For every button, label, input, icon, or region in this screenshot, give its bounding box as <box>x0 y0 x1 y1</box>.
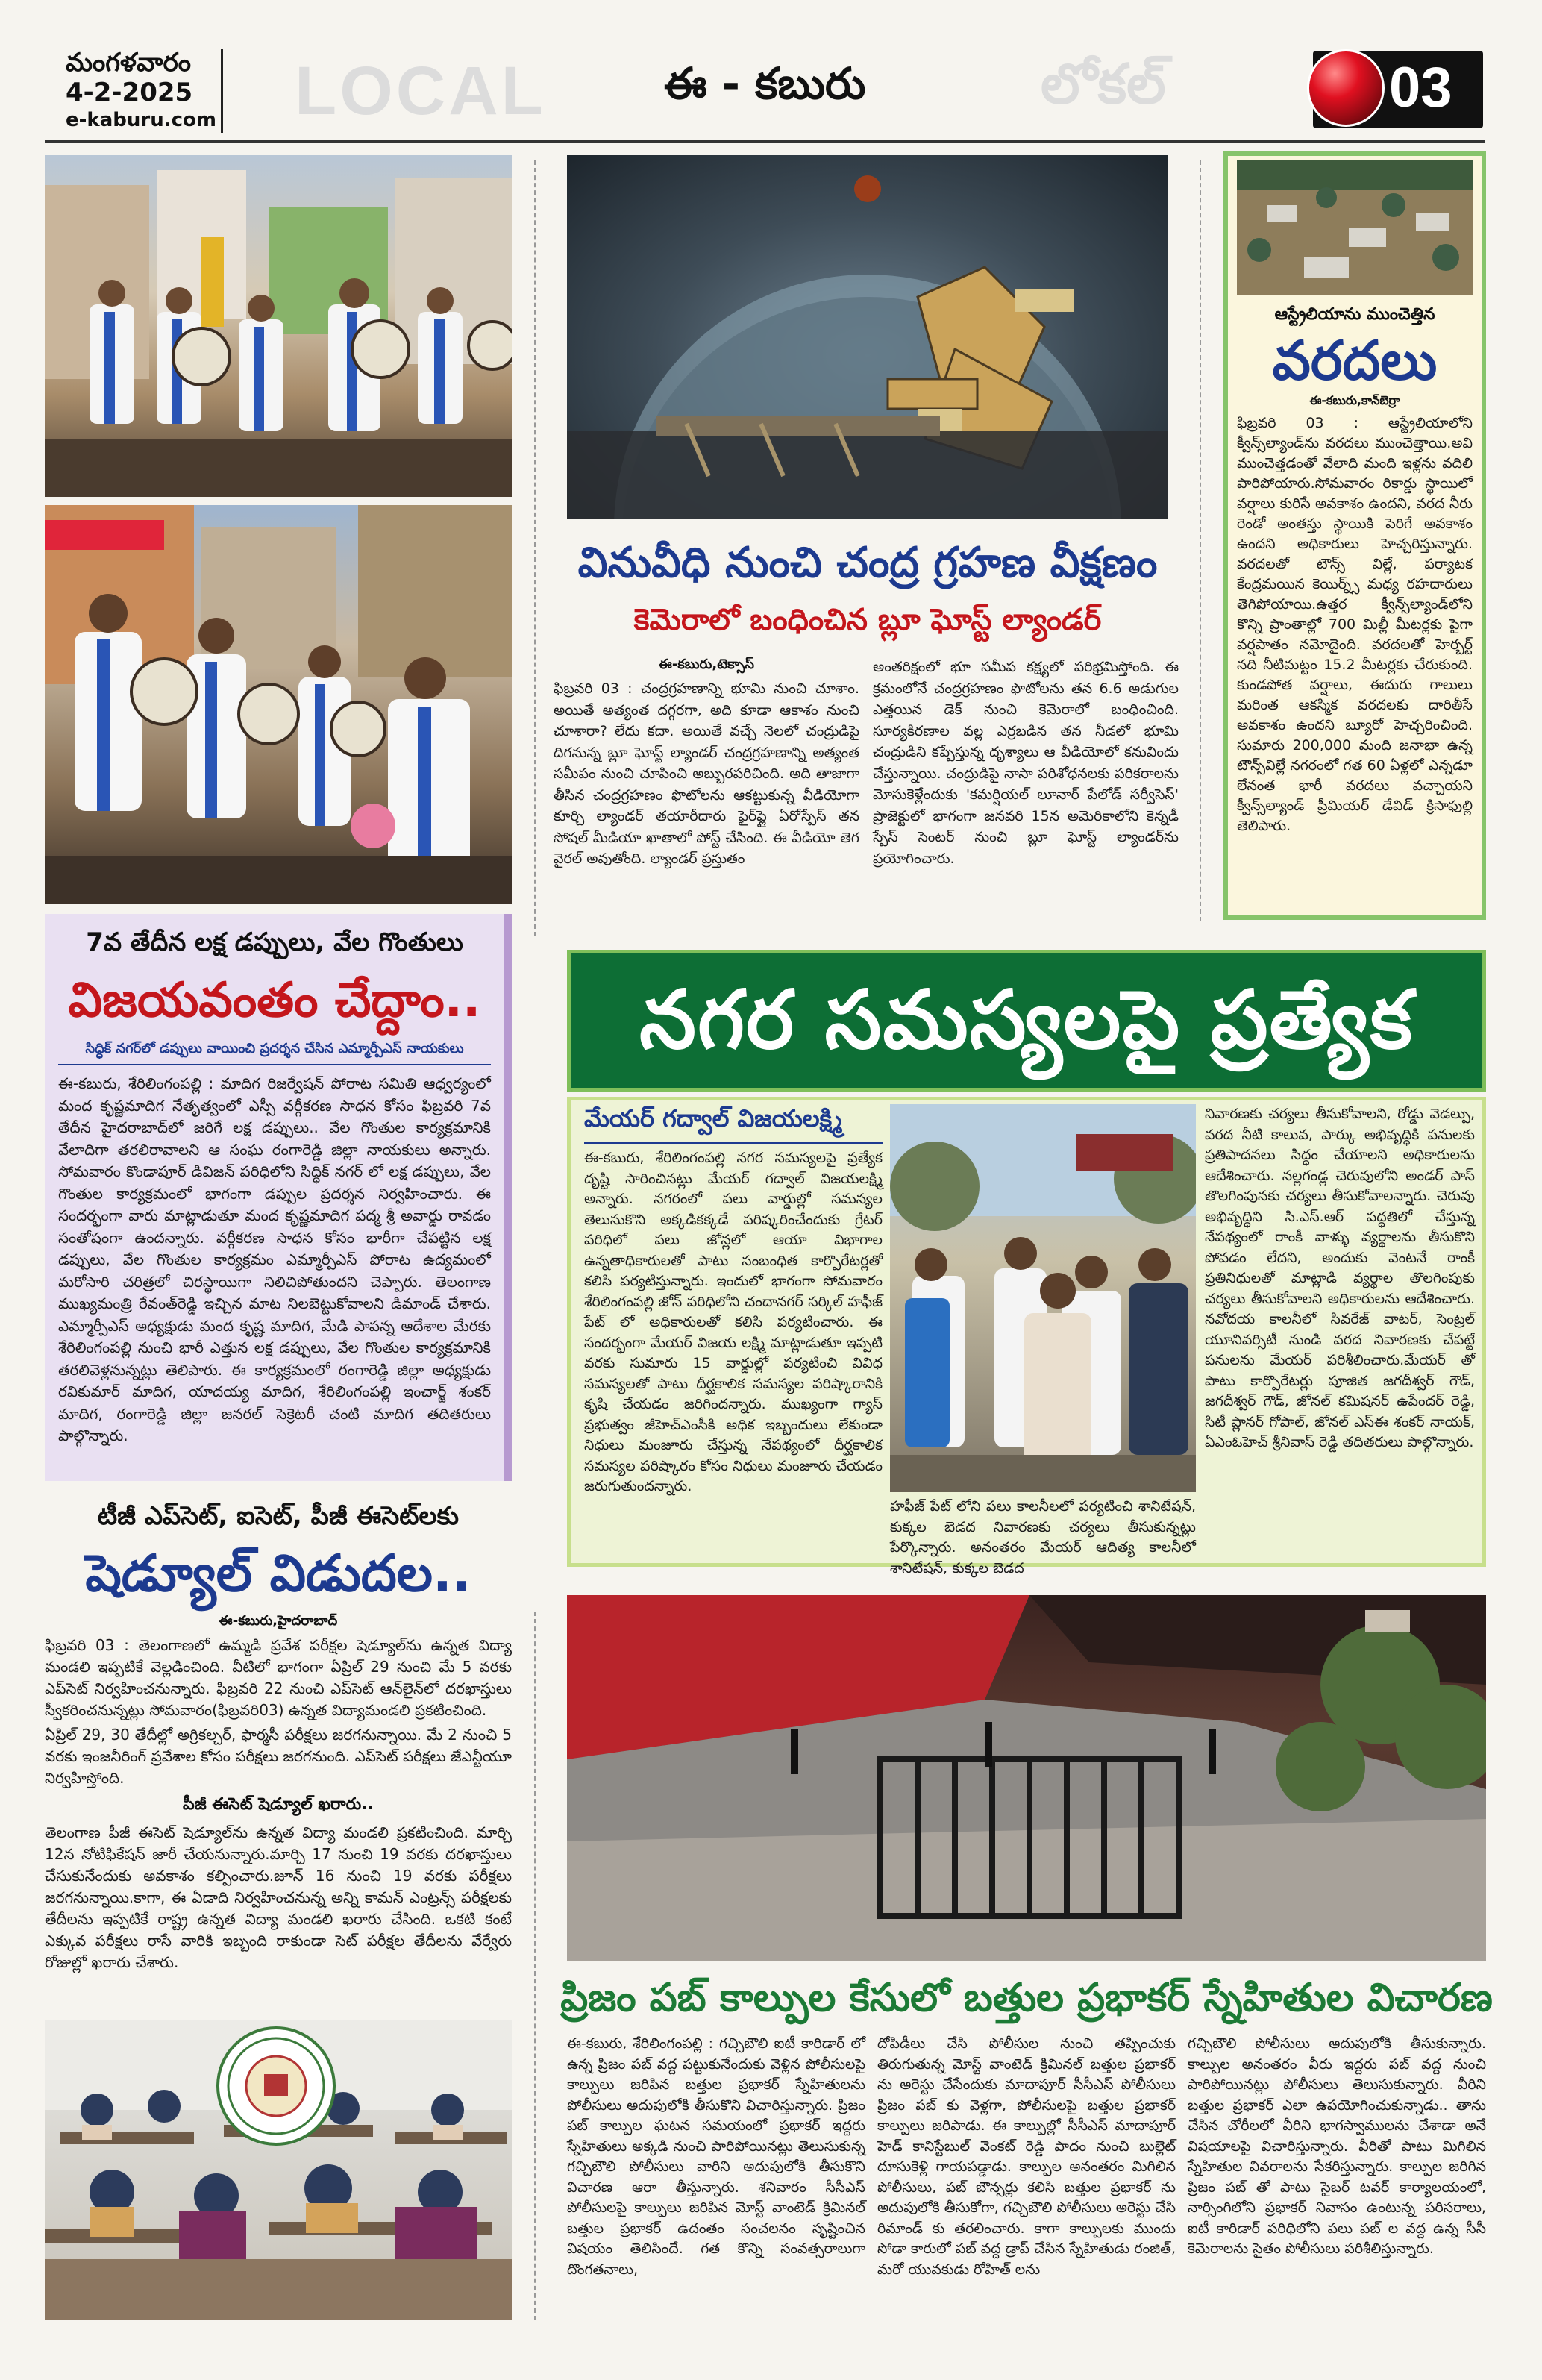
mayor-body-1: ఈ-కబురు, శేరిలింగంపల్లి నగర సమస్యలపై ప్రత్యేక దృష్టి సారించినట్లు మేయర్ గద్వాల్ విజయలక్ష్మి అన్నారు. నగరంలో పలు వార్డుల్లో సమస్యల తెలుసుకొని అక్కడికక్కడే పరిష్కరించేందుకు గ్రేటర్ పరిధిలో పలు జోన్లలో ఆయా విభాగాల ఉన్నతాధికారులతో పాటు సంబంధిత కార్పొరేటర్లతో కలిసి పర్యటిస్తున్నారు. ఇందులో భాగంగా సోమవారం శేరిలింగంపల్లి జోన్ పరిధిలోని చందానగర్ సర్కిల్ హఫీజ్ పేట్ లో అధికారులతో కలిసి పర్యటించారు. ఈ సందర్భంగా మేయర్ విజయ లక్ష్మి మాట్లాడుతూ ఇప్పటి వరకు సుమారు 15 వార్డుల్లో పర్యటించి వివిధ సమస్యలతో పాటు దీర్ఘకాలిక సమస్యల పరిష్కారానికి కృషి చేయడం జరిగిందన్నారు. ముఖ్యంగా గ్యాస్ ప్రభుత్వం జీహెచ్ఎంసీకి అధిక ఇబ్బందులు లేకుండా నిధులు మంజూరు చేస్తున్న నేపథ్యంలో దీర్ఘకాలిక సమస్యల పరిష్కారం కోసం నిధులు మంజూరు చేయడం జరుగుతుందన్నారు. <box>584 1150 883 1494</box>
chandrayaan-headline: వినువీధి నుంచి చంద్ర గ్రహణ వీక్షణం <box>577 539 1158 587</box>
queensland-flood-photo <box>1237 160 1473 295</box>
tschedu-seal <box>216 2026 336 2146</box>
dappulu-body: ఈ-కబురు, శేరిలింగంపల్లి : మాదిగ రిజర్వేషన్ పోరాట సమితి ఆధ్వర్యంలో మంద కృష్ణమాదిగ నేతృత్వంలో ఎస్సీ వర్గీకరణ సాధన కోసం ఫిబ్రవరి 7వ తేదీన హైదరాబాద్‌లో జరిగే లక్ష డప్పులు.. వేల గొంతుల కార్యక్రమానికి వేలాదిగా తరలిరావాలని ఆ సంఘ రంగారెడ్డి జిల్లా నాయకులు అన్నారు. సోమవారం కొండాపూర్ డివిజన్ పరిధిలోని సిద్ధిక్ నగర్ లో లక్ష డప్పులు, వేల గొంతుల కార్యక్రమంలో భాగంగా డప్పుల ప్రదర్శన నిర్వహించారు. ఈ సందర్భంగా వారు మాట్లాడుతూ మంద కృష్ణమాదిగ పద్మ శ్రీ అవార్డు రావడం సంతోషంగా ఉందన్నారు. వర్గీకరణ సాధన కోసం భారీగా చేపట్టిన లక్ష డప్పులు, వేల గొంతుల కార్యక్రమం ఎమ్మార్పీఎస్ పోరాట ఉద్యమంలో మరోసారి చరిత్రలో చిరస్థాయిగా నిలిచిపోతుందని చెప్పారు. తెలంగాణ ముఖ్యమంత్రి రేవంత్‌రెడ్డి ఇచ్చిన మాట నిలబెట్టుకోవాలని డిమాండ్ చేశారు. ఎమ్మార్పీఎస్ అధ్యక్షుడు మంద కృష్ణ మాదిగ, మేడి పాపన్న ఆదేశాల మేరకు శేరిలింగంపల్లి నుంచి భారీ ఎత్తున లక్ష డప్పులు, వేల గొంతుల కార్యక్రమానికి తరలివెళ్లనున్నట్లు తెలిపారు. ఈ కార్యక్రమంలో రంగారెడ్డి జిల్లా అధ్యక్షుడు రవికుమార్ మాదిగ, యాదయ్య మాదిగ, శేరిలింగంపల్లి ఇంచార్జ్ శంకర్ మాదిగ, రంగారెడ్డి జిల్లా జనరల్ సెక్రెటరీ చంటి మాదిగ తదితరులు పాల్గొన్నారు. <box>58 1074 491 1444</box>
page-number: 03 <box>1389 56 1452 119</box>
mayor-visit-photo <box>890 1104 1196 1492</box>
exam-hall-photo <box>45 2020 512 2320</box>
rally-photo-top <box>45 155 512 497</box>
eapcet-byline: ఈ-కబురు,హైదరాబాద్ <box>219 1613 338 1629</box>
floods-body: ఫిబ్రవరి 03 : ఆస్ట్రేలియాలోని క్వీన్స్‌ల్యాండ్‌ను వరదలు ముంచెత్తాయి.అవి ముంచెత్తడంతో వేలాది మంది ఇళ్లను వదిలి పారిపోయారు.సోమవారం రికార్డు స్థాయిలో వర్షాలు కురిసే అవకాశం ఉందని, వరద నీరు రెండో అంతస్తు స్థాయికి పెరిగే అవకాశం ఉందని అధికారులు హెచ్చరిస్తున్నారు. వరదలతో టౌన్స్ విల్లే, పర్యాటక కేంద్రమయిన కెయిర్న్స్ మధ్య రహదారులు తెగిపోయాయి.ఉత్తర క్వీన్స్‌ల్యాండ్‌లోని కొన్ని ప్రాంతాల్లో 700 మిల్లీ మీటర్లకు పైగా వర్షపాతం నమోదైంది. వరదలతో హెర్బర్ట్ నది నీటిమట్టం 15.2 మీటర్లకు చేరుకుంది. కుండపోత వర్షాలు, ఈదురు గాలులు మరింత ఆకస్మిక వరదలకు దారితీసే అవకాశం ఉందని బ్యూరో హెచ్చరించింది. సుమారు 200,000 మంది జనాభా ఉన్న టౌన్స్‌విల్లే నగరంలో గత 60 ఏళ్లలో ఎన్నడూ లేనంత భారీ వరదలు వచ్చాయని క్వీన్స్‌ల్యాండ్ ప్రీమియర్ డేవిడ్ క్రిసాఫుల్లి తెలిపారు. <box>1237 415 1473 834</box>
eapcet-body-3: తెలంగాణ పీజీ ఈసెట్ షెడ్యూల్‌ను ఉన్నత విద్యా మండలి ప్రకటించింది. మార్చి 12న నోటిఫికేషన్ జారీ చేయనున్నారు.మార్చి 17 నుంచి 19 వరకు దరఖాస్తులు చేసుకునేందుకు అవకాశం కల్పించారు.జూన్ 16 నుంచి 19 వరకు పరీక్షలు జరగనున్నాయి.కాగా, ఈ ఏడాది నిర్వహించనున్న అన్ని కామన్ ఎంట్రన్స్ పరీక్షలకు తేదీలను ఇప్పటికే రాష్ట్ర ఉన్నత విద్యా మండలి ఖరారు చేసింది. ఒకటి కంటే ఎక్కువ పరీక్షలు రాసే వారికి ఇబ్బంది రాకుండా సెట్ పరీక్షల తేదీలను వేర్వేరు రోజుల్లో ఖరారు చేశారు. <box>45 1823 512 1971</box>
dappulu-subhead: సిద్ధిక్ నగర్‌లో డప్పులు వాయించి ప్రదర్శన చేసిన ఎమ్మార్పీఎస్ నాయకులు <box>58 1041 491 1065</box>
pub-body-2: దోపిడీలు చేసి పోలీసుల నుంచి తప్పించుకు తిరుగుతున్న మోస్ట్ వాంటెడ్ క్రిమినల్ బత్తుల ప్రభాకర్ ను అరెస్టు చేసేందుకు మాదాపూర్ సీసీఎస్ పోలీసులు ప్రిజం పబ్ కు వెళ్లగా, పోలీసులపై బత్తుల ప్రభాకర్ కాల్పులు జరిపాడు. ఈ కాల్పుల్లో సీసీఎస్ మాదాపూర్ హెడ్ కానిస్టేబుల్ వెంకట్ రెడ్డి పాదం నుంచి బుల్లెట్ దూసుకెళ్లి గాయపడ్డాడు. కాల్పుల అనంతరం మిగిలిన పోలీసులు, పబ్ బౌన్సర్లు కలిసి బత్తుల ప్రభాకర్ ను అదుపులోకి తీసుకోగా, గచ్చిబౌలి పోలీసులు అరెస్టు చేసి రిమాండ్ కు తరలించారు. కాగా కాల్పులకు ముందు సోడా కారులో పబ్ వద్ద డ్రాప్ చేసిన స్నేహితుడు రంజిత్, మరో యువకుడు రోహిత్ లను <box>877 2035 1176 2278</box>
masthead-local-te: లోకల్ <box>1041 52 1166 116</box>
mayor-body-3: నివారణకు చర్యలు తీసుకోవాలని, రోడ్డు వెడల్పు, వరద నీటి కాలువ, పార్కు అభివృద్ధికి పనులకు ప్రతిపాదనలు సిద్ధం చేయాలని అధికారులను ఆదేశించారు. నల్లగండ్ల చెరువులోని అండర్ పాస్ తొలగింపునకు చర్యలు తీసుకోవాలన్నారు. చెరువు అభివృద్ధిని సి.ఎస్.ఆర్ పద్ధతిలో చేస్తున్న నేపథ్యంలో రాంకీ వాళ్ళు వ్యర్థాలను తీసుకొని పోవడం లేదని, అందుకు వెంటనే రాంకీ ప్రతినిధులతో మాట్లాడి వ్యర్థాల తొలగింపుకు చర్యలు తీసుకోవాలని అధికారులను ఆదేశించారు. నవోదయ కాలనీలో సివరేజ్ వాటర్, సెంట్రల్ యూనివర్సిటీ నుండి వరద నివారణకు చేపట్టే పనులను మేయర్ పరిశీలించారు.మేయర్ తో పాటు కార్పొరేటర్లు పూజిత జగదీశ్వర్ గౌడ్, జగదీశ్వర్ గౌడ్, జోనల్ కమిషనర్ ఉపేందర్ రెడ్డి, సిటీ ప్లానర్ గోపాల్, జోనల్ ఎస్ఈ శంకర్ నాయక్, ఏఎంఓహెచ్ శ్రీనివాస్ రెడ్డి తదితరులు పాల్గొన్నారు. <box>1205 1106 1475 1450</box>
column-divider <box>534 1612 536 2320</box>
column-divider <box>534 160 536 936</box>
chandrayaan-body-1: ఫిబ్రవరి 03 : చంద్రగ్రహణాన్ని భూమి నుంచి చూశాం. అయితే అత్యంత దగ్గరగా, అది కూడా ఆకాశం నుంచి చూశారా? లేదు కదా. అయితే వచ్చే నెలలో చంద్రుడిపై దిగనున్న బ్లూ ఘోస్ట్ ల్యాండర్ చంద్రగ్రహణాన్ని అత్యంత సమీపం నుంచి చూపించి అబ్బురపరిచింది. అది తాజాగా తీసిన చంద్రగ్రహణం ఫొటోలను ఆకట్టుకున్న వీడియోగా కూర్చి ల్యాండర్ తయారీదారు ఫైర్‌ఫ్లై ఏరోస్పేస్ తన సోషల్ మీడియా ఖాతాలో పోస్ట్ చేసింది. ఈ వీడియో తెగ వైరల్‌ అవుతోంది. ల్యాండర్ ప్రస్తుతం <box>554 680 859 867</box>
pub-body-3: గచ్చిబౌలి పోలీసులు అదుపులోకి తీసుకున్నారు. కాల్పుల అనంతరం వీరు ఇద్దరు పబ్ వద్ద నుంచి పారిపోయినట్లు పోలీసులు తెలుసుకున్నారు. వీరిని బత్తుల ప్రభాకర్ ఎలా ఉపయోగించుకున్నాడు.. తాను చేసిన చోరీలలో వీరిని భాగస్వాములను చేశాడా అనే విషయాలపై విచారిస్తున్నారు. వీరితో పాటు మిగిలిన స్నేహితుల వివరాలను సేకరిస్తున్నారు. కాల్పుల జరిగిన ప్రిజం పబ్ తో పాటు సైబర్ టవర్ కార్యాలయంలో, నార్సింగిలోని ప్రభాకర్ నివాసం ఉంటున్న పరిసరాలు, ఐటీ కారిడార్ పరిధిలోని పలు పబ్ ల వద్ద ఉన్న సీసీ కెమెరాలను సైతం పోలీసులు పరిశీలిస్తున్నారు. <box>1188 2035 1486 2257</box>
mayor-subhead: మేయర్ గద్వాల్ విజయలక్ష్మి <box>584 1104 883 1144</box>
eapcet-kicker: టీజీ ఎప్‌సెట్, ఐసెట్, పీజీ ఈసెట్‌లకు <box>97 1501 460 1531</box>
floods-byline: ఈ-కబురు,కాన్‌బెర్రా <box>1309 393 1400 407</box>
masthead-paper-name: ఈ - కబురు <box>664 58 866 109</box>
eapcet-headline: షెడ్యూల్ విడుదల.. <box>85 1544 471 1603</box>
rally-photo-bottom <box>45 505 512 904</box>
dappulu-headline: విజయవంతం చేద్దాం.. <box>68 973 481 1028</box>
mayor-col-3 <box>1205 1104 1475 1453</box>
eapcet-body-2: ఏప్రిల్ 29, 30 తేదీల్లో అగ్రికల్చర్, ఫార్మసీ పరీక్షలు జరగనున్నాయి. మే 2 నుంచి 5 వరకు ఇంజనీరింగ్ ప్రవేశాల కోసం పరీక్షలు జరగనుంది. ఎప్‌సెట్ పరీక్షలు జేఎన్టీయూ నిర్వహిస్తోంది. <box>45 1726 512 1787</box>
mayor-col-1 <box>584 1104 883 1497</box>
prism-pub-photo <box>567 1595 1486 1961</box>
globe-icon <box>1307 49 1385 127</box>
floods-story <box>1223 151 1486 920</box>
eapcet-body-1: ఫిబ్రవరి 03 : తెలంగాణలో ఉమ్మడి ప్రవేశ పరీక్షల షెడ్యూల్‌ను ఉన్నత విద్యా మండలి ఇప్పటికే వెల్లడించింది. వీటిలో భాగంగా ఏప్రిల్ 29 నుంచి మే 5 వరకు ఎప్‌సెట్ నిర్వహించనున్నారు. ఫిబ్రవరి 22 నుంచి ఎప్‌సెట్ ఆన్‌లైన్‌లో దరఖాస్తులు స్వీకరించనున్నట్లు సోమవారం(ఫిబ్రవరి03) ఉన్నత విద్యామండలి ప్రకటించింది. <box>45 1636 512 1719</box>
chandrayaan-col-1 <box>554 657 859 870</box>
mayor-caption: హఫీజ్ పేట్ లోని పలు కాలనీలలో పర్యటించి శానిటేషన్, కుక్కల బెడద నివారణకు చర్యలు తీసుకున్నట్లు పేర్కొన్నారు. అనంతరం మేయర్ ఆదిత్య కాలనీలో శానిటేషన్, కుక్కల బెడద <box>890 1498 1196 1576</box>
masthead-site: e-kaburu.com <box>66 109 216 131</box>
chandrayaan-body-2: అంతరిక్షంలో భూ సమీప కక్ష్యలో పరిభ్రమిస్తోంది. ఈ క్రమంలోనే చంద్రగ్రహణం ఫొటోలను తన 6.6 అడుగుల ఎత్తయిన డెక్ నుంచి కెమెరాలో బంధించింది. సూర్యకిరణాల వల్ల ఎర్రబడిన తన నీడలో భూమి చంద్రుడిని కప్పేస్తున్న దృశ్యాలు ఆ వీడియోలో కనువిందు చేస్తున్నాయి. చంద్రుడిపై నాసా పరిశోధనలకు పరికరాలను మోసుకెళ్లేందుకు 'కమర్షియల్ లూనార్ పేలోడ్ సర్వీసెస్' ప్రాజెక్టులో భాగంగా జనవరి 15న అమెరికాలోని కెన్నడీ స్పేస్ సెంటర్ నుంచి బ్లూ ఘోస్ట్ ల్యాండర్‌ను ప్రయోగించారు. <box>873 659 1179 867</box>
chandrayaan-col-2 <box>873 657 1179 869</box>
blue-ghost-lander-photo <box>567 155 1168 519</box>
pub-body-1: ఈ-కబురు, శేరిలింగంపల్లి : గచ్చిబౌలి ఐటీ కారిడార్ లో ఉన్న ప్రిజం పబ్ వద్ద పట్టుకునేందుకు వెళ్లిన పోలీసులపై కాల్పులు జరిపిన బత్తుల ప్రభాకర్ స్నేహితులను పోలీసులు అదుపులోకి తీసుకొని విచారిస్తున్నారు. ప్రిజం పబ్ కాల్పుల ఘటన సమయంలో ప్రభాకర్ ఇద్దరు స్నేహితులు అక్కడి నుంచి పారిపోయినట్లు తెలుసుకున్న గచ్చిబౌలి పోలీసులు వారిని అదుపులోకి తీసుకొని విచారణ ఆరా తీస్తున్నారు. శనివారం సీసీఎస్ పోలీసులపై కాల్పులు జరిపిన మోస్ట్ వాంటెడ్ క్రిమినల్ బత్తుల ప్రభాకర్ ఉదంతం సంచలనం సృష్టించిన విషయం తెలిసిందే. గత కొన్ని సంవత్సరాలుగా దొంగతనాలు, <box>567 2035 865 2278</box>
mayor-banner-text: నగర సమస్యలపై ప్రత్యేక <box>639 974 1414 1067</box>
dappulu-story <box>45 914 512 1481</box>
pub-headline: ప్రిజం పబ్ కాల్పుల కేసులో బత్తుల ప్రభాకర్ స్నేహితుల విచారణ <box>560 1976 1493 2020</box>
masthead <box>0 0 1542 149</box>
chandrayaan-byline: ఈ-కబురు,టెక్సాస్ <box>658 657 755 672</box>
masthead-day: మంగళవారం <box>66 48 191 78</box>
masthead-local-en: LOCAL <box>295 53 546 129</box>
eapcet-story <box>45 1492 512 2014</box>
masthead-divider <box>221 49 223 133</box>
dappulu-kicker: 7వ తేదీన లక్ష డప్పులు, వేల గొంతులు <box>86 927 463 957</box>
masthead-date: 4-2-2025 <box>66 78 193 107</box>
mayor-banner <box>567 950 1486 1092</box>
eapcet-subhead: పీజీ ఈసెట్ షెడ్యూల్ ఖరారు.. <box>183 1795 374 1814</box>
floods-kicker: ఆస్ట్రేలియాను ముంచెత్తిన <box>1274 305 1435 324</box>
floods-headline: వరదలు <box>1272 329 1438 392</box>
chandrayaan-subhead: కెమెరాలో బంధించిన బ్లూ ఘోస్ట్ ల్యాండర్ <box>633 603 1102 637</box>
column-divider <box>1200 160 1201 921</box>
masthead-rule <box>45 140 1485 143</box>
